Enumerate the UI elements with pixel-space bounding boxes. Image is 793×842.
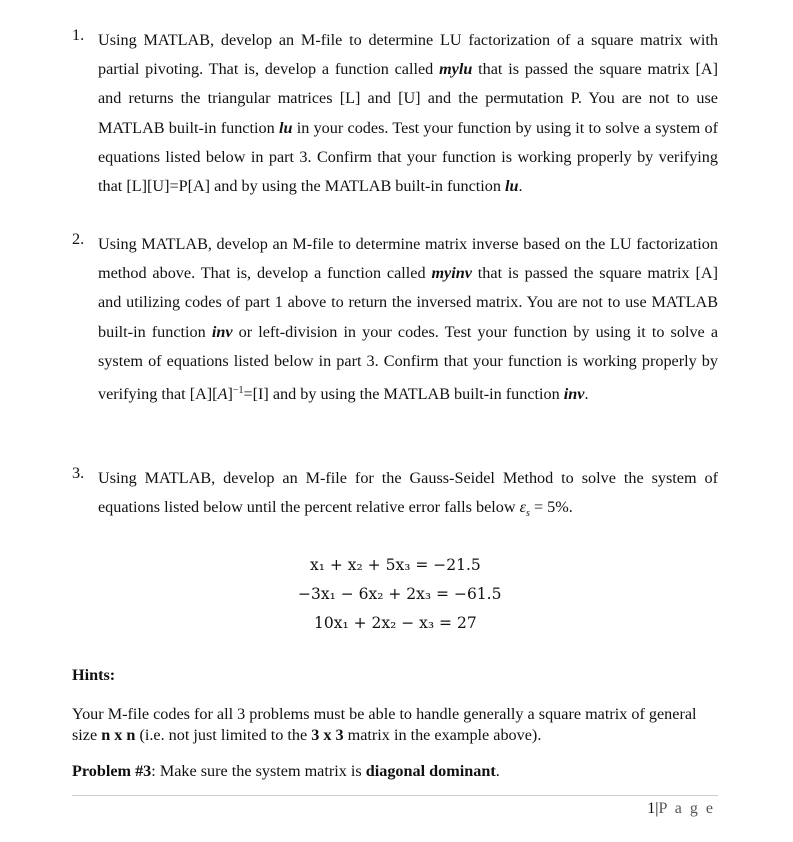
page-footer	[647, 800, 715, 818]
equation-1: x₁ + x₂ + 5x₃ = −21.5	[310, 556, 481, 574]
hints-heading: Hints:	[72, 666, 116, 684]
text-run: in your codes. Test your function by using it to solve a system of equations listed below in part 3. Confirm that your function is working properly by verifying that [L][U]=P[A] and by using the MATLAB built-in function	[98, 118, 718, 196]
text-run: (i.e. not just limited to the	[135, 726, 312, 744]
problem-3-hint	[72, 762, 718, 781]
epsilon-s	[519, 498, 530, 520]
function-name-inv: inv	[563, 385, 585, 404]
text-run: : Make sure the system matrix is	[151, 762, 366, 780]
problem-1-text	[98, 26, 718, 201]
equation-3: 10x₁ + 2x₂ − x₃ = 27	[314, 614, 477, 632]
text-run: .	[584, 385, 589, 404]
text-run: .	[495, 762, 500, 780]
epsilon-subscript: s	[526, 508, 530, 520]
size-nxn: n x n	[101, 726, 136, 744]
function-name-lu: lu	[278, 118, 293, 137]
page-number: 1	[647, 800, 656, 817]
text-run: or left-division in your codes. Test your function by using it to solve a system of equations listed below in part 3. Confirm that your function is working properly by verifying that [A][	[98, 322, 719, 404]
math-variable-a: A	[217, 385, 228, 404]
superscript-minus-one: −1	[232, 385, 244, 397]
text-run: Your M-file codes for all 3 problems must be able to handle generally a square matrix of general size	[72, 705, 697, 744]
diagonal-dominant-term: diagonal dominant	[365, 762, 496, 780]
text-run: =[I] and by using the MATLAB built-in function	[243, 385, 564, 404]
problem-3-label: Problem #3	[72, 762, 152, 780]
text-run: matrix in the example above).	[343, 726, 542, 744]
problem-1	[72, 26, 718, 201]
size-3x3: 3 x 3	[311, 726, 344, 744]
hints-text	[72, 704, 718, 746]
text-run: that is passed the square matrix [A] and utilizing codes of part 1 above to return the inversed matrix. You are not to use MATLAB built-in function	[98, 264, 718, 341]
text-run: Using MATLAB, develop an M-file to determine LU factorization of a square matrix with partial pivoting. That is, develop a function called	[98, 31, 718, 79]
text-run: that is passed the square matrix [A] and returns the triangular matrices [L] and [U] and the permutation P. You are not to use MATLAB built-in function	[98, 60, 718, 137]
function-name-mylu: mylu	[439, 60, 473, 79]
problem-2-text	[98, 230, 718, 409]
text-run: ]	[227, 385, 233, 404]
problem-2-number: 2.	[72, 230, 85, 248]
text-run: .	[518, 177, 523, 196]
function-name-lu: lu	[505, 177, 519, 196]
problem-3	[72, 464, 718, 529]
epsilon-symbol: ε	[519, 498, 527, 517]
problem-3-text	[98, 464, 718, 529]
text-run: Using MATLAB, develop an M-file for the Gauss-Seidel Method to solve the system of equations listed below until the percent relative error falls below	[98, 469, 718, 517]
text-run: = 5%.	[529, 498, 573, 517]
problem-3-number: 3.	[72, 464, 85, 482]
problem-1-number: 1.	[72, 26, 85, 44]
page-label: P a g e	[658, 800, 715, 817]
function-name-myinv: myinv	[431, 264, 472, 283]
text-run: Using MATLAB, develop an M-file to determine matrix inverse based on the LU factorization method above. That is, develop a function called	[98, 235, 718, 283]
problem-2	[72, 230, 718, 409]
equation-2: −3x₁ − 6x₂ + 2x₃ = −61.5	[298, 585, 502, 603]
footer-separator: |	[655, 800, 659, 817]
function-name-inv: inv	[211, 322, 233, 341]
footer-divider	[72, 795, 718, 796]
